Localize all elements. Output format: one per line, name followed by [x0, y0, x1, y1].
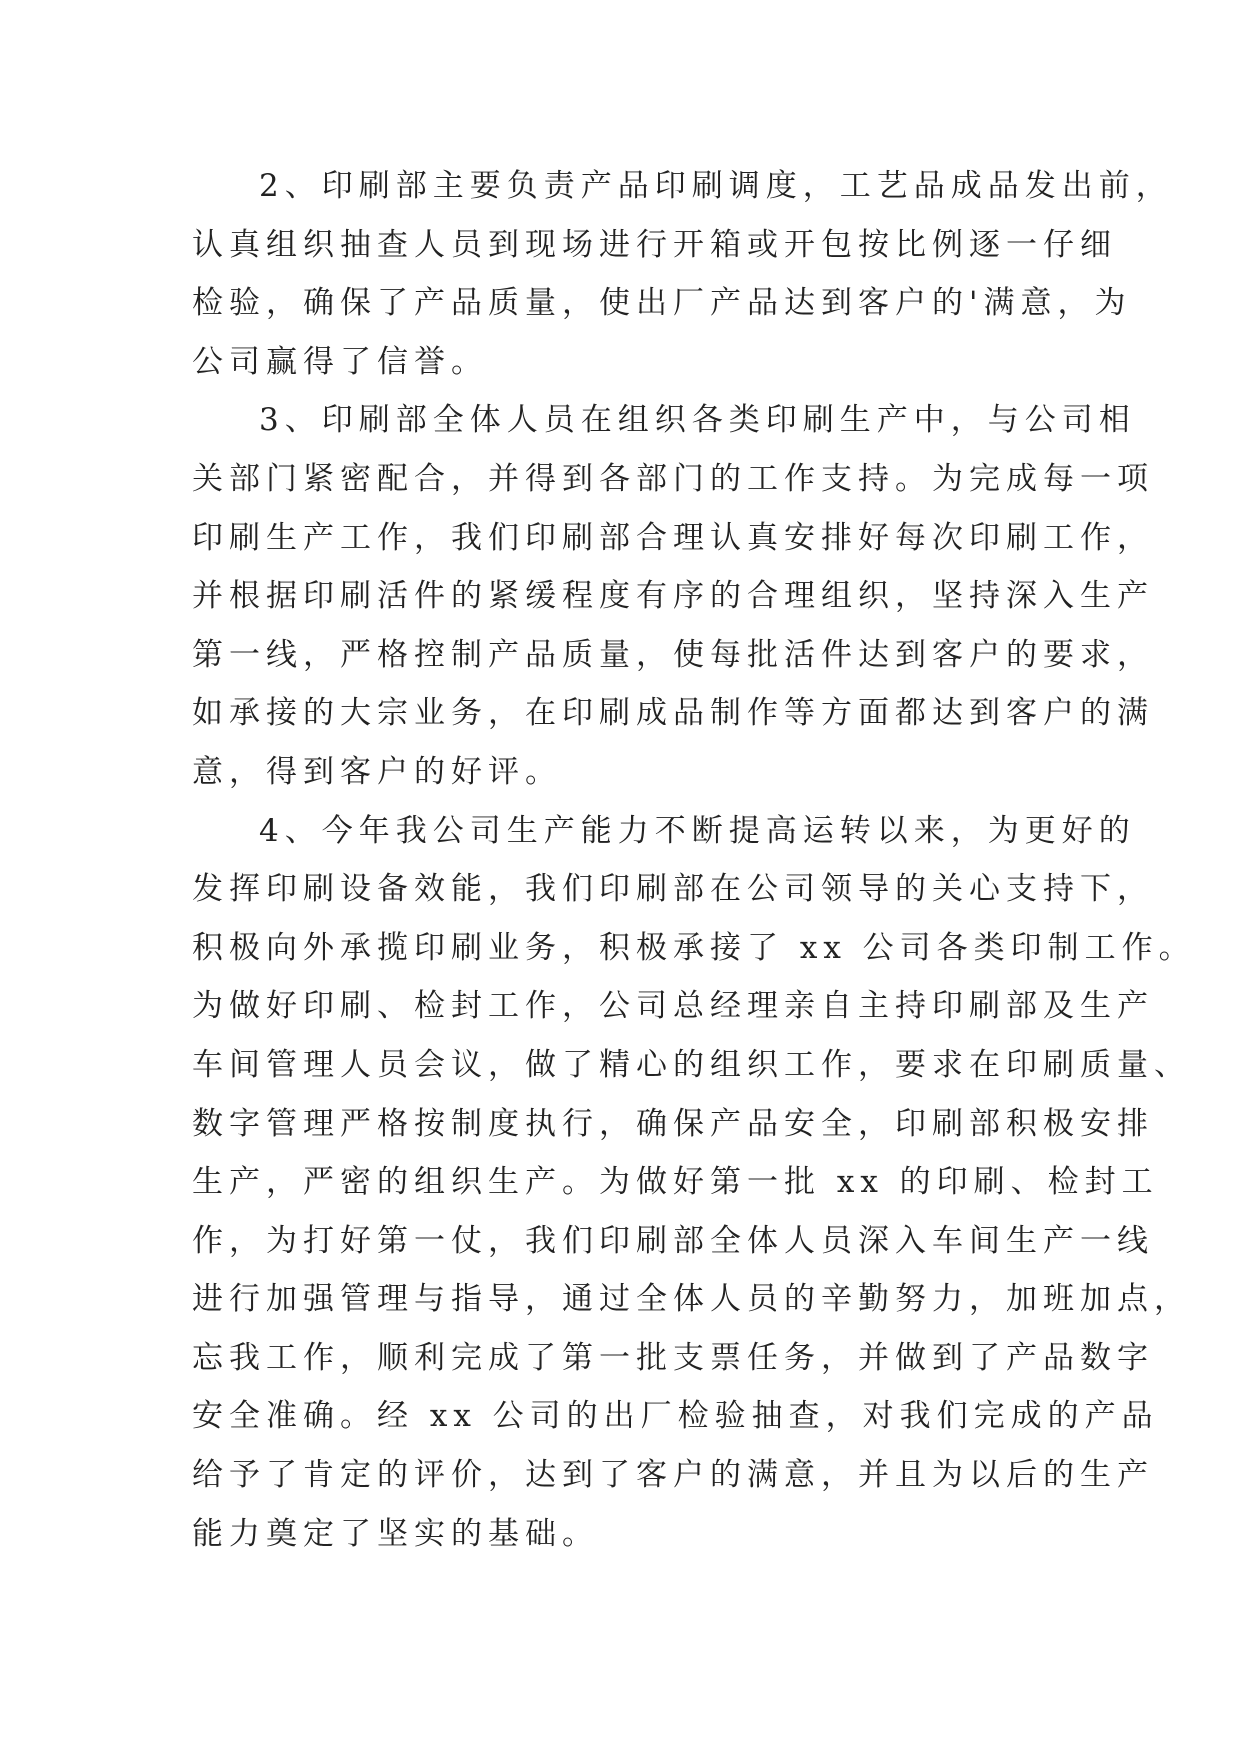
paragraph-line: 检验，确保了产品质量，使出厂产品达到客户的'满意，为: [192, 285, 1132, 322]
paragraph-line: 能力奠定了坚实的基础。: [192, 1515, 599, 1552]
paragraph-line: 公司赢得了信誉。: [192, 343, 488, 380]
paragraph-line: 车间管理人员会议，做了精心的组织工作，要求在印刷质量、: [192, 1046, 1191, 1083]
paragraph-2: [192, 157, 1173, 391]
paragraph-line: 3、印刷部全体人员在组织各类印刷生产中，与公司相: [259, 402, 1136, 439]
paragraph-line: 为做好印刷、检封工作，公司总经理亲自主持印刷部及生产: [192, 988, 1154, 1025]
paragraph-line: 关部门紧密配合，并得到各部门的工作支持。为完成每一项: [192, 460, 1154, 497]
paragraph-line: 认真组织抽查人员到现场进行开箱或开包按比例逐一仔细: [192, 226, 1117, 263]
paragraph-line: 作，为打好第一仗，我们印刷部全体人员深入车间生产一线: [192, 1222, 1154, 1259]
paragraph-line: 2、印刷部主要负责产品印刷调度，工艺品成品发出前，: [259, 168, 1173, 204]
paragraph-line: 并根据印刷活件的紧缓程度有序的合理组织，坚持深入生产: [192, 578, 1154, 615]
paragraph-line: 给予了肯定的评价，达到了客户的满意，并且为以后的生产: [192, 1457, 1154, 1494]
paragraph-line: 意，得到客户的好评。: [192, 753, 562, 790]
paragraph-line: 忘我工作，顺利完成了第一批支票任务，并做到了产品数字: [192, 1339, 1154, 1376]
paragraph-3: [192, 391, 1154, 801]
paragraph-line: 印刷生产工作，我们印刷部合理认真安排好每次印刷工作，: [192, 519, 1154, 556]
paragraph-4: [192, 802, 1196, 1564]
document-body: [192, 157, 1196, 1563]
paragraph-line: 4、今年我公司生产能力不断提高运转以来，为更好的: [259, 812, 1136, 849]
paragraph-line: 数字管理严格按制度执行，确保产品安全，印刷部积极安排: [192, 1105, 1154, 1142]
paragraph-line: 安全准确。经 xx 公司的出厂检验抽查，对我们完成的产品: [192, 1398, 1159, 1435]
paragraph-line: 生产，严密的组织生产。为做好第一批 xx 的印刷、检封工: [192, 1164, 1159, 1201]
paragraph-line: 如承接的大宗业务，在印刷成品制作等方面都达到客户的满: [192, 695, 1154, 732]
paragraph-line: 进行加强管理与指导，通过全体人员的辛勤努力，加班加点，: [192, 1281, 1191, 1318]
paragraph-line: 发挥印刷设备效能，我们印刷部在公司领导的关心支持下，: [192, 871, 1154, 908]
paragraph-line: 积极向外承揽印刷业务，积极承接了 xx 公司各类印制工作。: [192, 929, 1196, 966]
paragraph-line: 第一线，严格控制产品质量，使每批活件达到客户的要求，: [192, 636, 1154, 673]
